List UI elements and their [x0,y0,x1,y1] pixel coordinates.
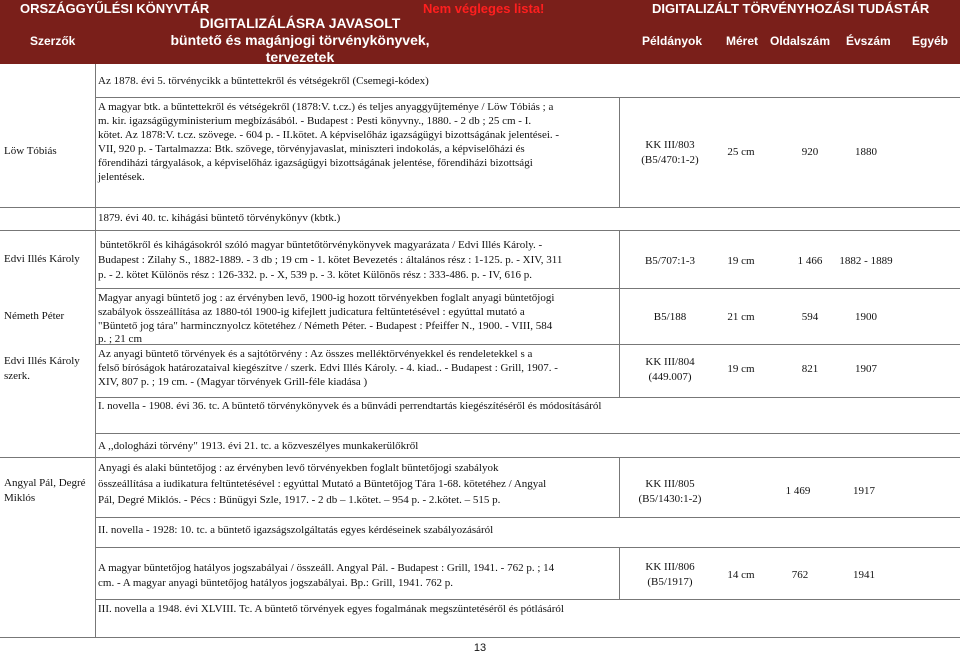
pages-cell: 1 469 [785,485,811,497]
year-cell: 1900 [855,311,877,323]
author-cell: Edvi Illés Károly [4,253,80,265]
catalog-line: Anyagi és alaki büntetőjog : az érvényben levő törvényekben foglalt büntetőjogi szabályok [98,462,499,474]
copy-location: B5/707:1-3 [644,255,696,267]
catalog-line: jelentések. [98,171,145,183]
table-header [0,17,960,64]
catalog-line: A magyar büntetőjog hatályos jogszabályai / összeáll. Angyal Pál. - Budapest : Grill, 1941. - 762 p. ; 14 [98,562,555,574]
catalog-line: szabályok összeállítása az 1880-tól 1900-ig kifejlett judicatura feltüntetésével : egyúttal mutató a [98,306,525,318]
catalog-line: Budapest : Zilahy S., 1882-1889. - 3 db ; 19 cm - 1. kötet Bevezetés : általános rész : 1-125. p. - XIV, 311 [98,254,563,266]
section-first-novella: I. novella - 1908. évi 36. tc. A büntető törvénykönyvek és a bűnvádi perrendtartás kiegészítéséről és módosításáról [98,400,602,412]
section-second-novella: II. novella - 1928: 10. tc. a büntető igazságszolgáltatás egyes kérdéseinek szabályozásáról [98,524,494,536]
copy-location: KK III/804 [645,356,695,368]
year-cell: 1941 [853,569,875,581]
pages-cell: 594 [801,311,819,323]
catalog-line: büntetőkről és kihágásokról szóló magyar büntetőtörvénykönyvek magyarázata / Edvi Illés Károly. - [100,239,543,251]
header-other: Egyéb [912,33,949,48]
section-csemegi-kodex: Az 1878. évi 5. törvénycikk a bűntettekről és vétségekről (Csemegi-kódex) [98,75,429,87]
copy-location: KK III/805 [645,478,695,490]
size-cell: 19 cm [727,363,755,375]
draft-notice: Nem végleges lista! [423,1,545,16]
header-copies: Példányok [642,33,703,48]
year-cell: 1917 [853,485,875,497]
pages-cell: 1 466 [797,255,823,267]
catalog-line: főrendiházi tárgyalások, a képviselőház igazságügyi bizottságának jelentése, főrendiházi bizottsági [98,157,533,169]
header-year: Évszám [846,33,891,48]
header-pages: Oldalszám [770,33,831,48]
size-cell: 25 cm [727,146,755,158]
catalog-line: Az anyagi büntető törvények és a sajtótörvény : Az összes melléktörvényekkel és rendeletekkel s a [98,348,533,360]
header-title-line1: DIGITALIZÁLÁSRA JAVASOLT [199,15,401,31]
catalog-line: p. ; 21 cm [98,333,142,344]
catalog-line: A magyar btk. a bűntettekről és vétségekről (1878:V. t.cz.) és teljes anyaggyűjteménye / Löw Tóbiás ; a [98,101,554,113]
year-cell: 1882 - 1889 [839,255,893,267]
year-cell: 1907 [855,363,877,375]
copy-location: (449.007) [648,371,692,383]
author-cell: Németh Péter [4,310,65,322]
year-cell: 1880 [855,146,877,158]
header-size: Méret [726,33,759,48]
copy-location: (B5/470:1-2) [641,154,699,166]
catalog-line: VII, 920 p. - Tartalmazza: Btk. szövege, törvényjavaslat, miniszteri indokolás, a képviselőházi és [98,143,525,155]
section-kbtk: 1879. évi 40. tc. kihágási büntető törvénykönyv (kbtk.) [98,212,341,224]
repository-name: DIGITALIZÁLT TÖRVÉNYHOZÁSI TUDÁSTÁR [652,1,930,16]
catalog-line: összeállítása a iudikatura feltüntetésével : egyúttal Mutató a Büntetőjog Tára 1-68. kötetéhez / Angyal [98,478,547,490]
catalog-line: m. kir. igazságügyministerium megbízásából. - Budapest : Pesti könyvny., 1880. - 2 db ; 25 cm - I. [98,115,532,127]
section-workhouse-act: A ,,dologházi törvény" 1913. évi 21. tc. a közveszélyes munkakerülőkről [98,440,419,452]
catalog-line: Magyar anyagi büntető jog : az érvényben levő, 1900-ig hozott törvényekben foglalt anyagi büntetőjogi [98,292,555,304]
catalog-line: felső bíróságok határozataival kiegészítve / szerk. Edvi Illés Károly. - 4. kiad.. - Budapest : Grill, 1907. - [98,362,558,374]
header-title [150,17,450,64]
catalog-line: p. - 2. kötet Különös rész : 126-332. p. - X, 539 p. - 3. kötet Különös rész : 333-486. p. - IV, 616 p. [98,269,532,281]
library-name: ORSZÁGGYŰLÉSI KÖNYVTÁR [20,1,210,16]
header-title-line2: büntető és magánjogi törvénykönyvek, tervezetek [170,32,430,65]
pages-cell: 920 [801,146,819,158]
copy-location: KK III/803 [645,139,695,151]
catalog-line: cm. - A magyar anyagi büntetőjog hatályos jogszabályai. Bp.: Grill, 1941. 762 p. [98,577,453,589]
catalog-line: Pál, Degré Miklós. - Pécs : Bűnügyi Szle, 1917. - 2 db – 1.kötet. – 954 p. - 2.kötet. – 515 p. [98,494,501,506]
catalog-line: XIV, 807 p. ; 19 cm. - (Magyar törvények Grill-féle kiadása ) [98,376,368,388]
author-cell: Angyal Pál, Degré Miklós [4,477,86,504]
size-cell: 19 cm [727,255,755,267]
size-cell: 14 cm [727,569,755,581]
copy-location: B5/188 [653,311,687,323]
header-authors: Szerzők [30,33,76,48]
author-cell: Löw Tóbiás [4,145,57,157]
size-cell: 21 cm [727,311,755,323]
catalog-line: "Büntető jog tára" harmincznyolcz kötetéhez / Németh Péter. - Budapest : Pfeiffer N., 1900. - VIII, 584 [98,320,553,332]
copy-location: KK III/806 [645,561,695,573]
author-cell: Edvi Illés Károly szerk. [4,355,80,382]
section-third-novella: III. novella a 1948. évi XLVIII. Tc. A büntető törvények egyes fogalmának megszüntetéséről és pótlásáról [98,603,564,615]
copy-location: (B5/1430:1-2) [638,493,702,505]
top-bar [0,0,960,17]
pages-cell: 821 [801,363,819,375]
page-number: 13 [473,642,487,654]
copy-location: (B5/1917) [647,576,693,588]
catalog-line: kötet. Az 1878:V. t.cz. szövege. - 604 p. - II.kötet. A képviselőház igazságügyi bizottságának jelentései. - [98,129,560,141]
pages-cell: 762 [791,569,809,581]
